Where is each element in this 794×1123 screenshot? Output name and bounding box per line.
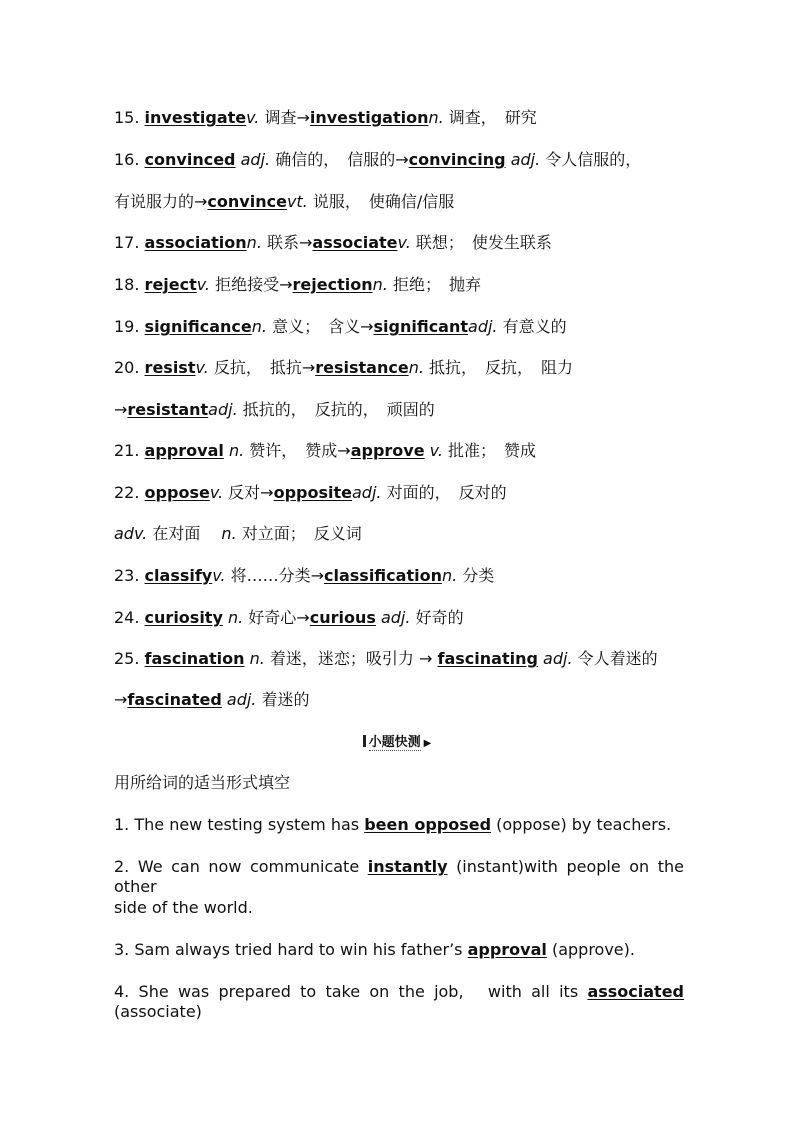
part-of-speech: adj. — [351, 483, 382, 502]
meaning: 将……分类→ — [230, 566, 324, 585]
part-of-speech: v. — [212, 566, 226, 585]
exercise-4 — [114, 982, 684, 1022]
meaning: 拒绝； 抛弃 — [392, 275, 481, 294]
meaning: 好奇心→ — [248, 608, 310, 627]
item-number: 22. — [114, 483, 140, 502]
exercise-text: (associate) — [114, 1002, 202, 1021]
part-of-speech: adj. — [226, 690, 257, 709]
meaning: 调查→ — [264, 108, 310, 127]
vocab-item-23 — [114, 566, 684, 586]
triangle-right-icon: ▶ — [423, 738, 432, 749]
meaning: 着迷的 — [261, 690, 310, 709]
exercise-3 — [114, 940, 684, 960]
meaning: 令人着迷的 — [577, 649, 658, 668]
headword: approval — [144, 441, 224, 460]
meaning: 有意义的 — [502, 317, 567, 336]
item-number: 16. — [114, 150, 140, 169]
headword: resist — [144, 358, 196, 377]
meaning: 分类 — [462, 566, 495, 585]
meaning: 联系→ — [267, 233, 313, 252]
vocab-item-24 — [114, 608, 684, 628]
part-of-speech: adj. — [208, 400, 238, 419]
part-of-speech: n. — [221, 524, 237, 543]
item-number: 20. — [114, 358, 140, 377]
derived-word: associate — [312, 233, 398, 252]
headword: classify — [144, 566, 213, 585]
part-of-speech: adj. — [510, 150, 541, 169]
headword: investigate — [144, 108, 247, 127]
part-of-speech: n. — [228, 441, 245, 460]
meaning: 批准； 赞成 — [448, 441, 537, 460]
part-of-speech: v. — [397, 233, 411, 252]
arrow: → — [114, 690, 128, 709]
meaning: 意义； 含义→ — [272, 317, 374, 336]
meaning: 对立面； 反义词 — [241, 524, 362, 543]
part-of-speech: n. — [408, 358, 424, 377]
item-number: 17. — [114, 233, 140, 252]
vocab-item-16 — [114, 150, 684, 170]
exercise-2-cont — [114, 898, 684, 918]
meaning: 反抗， 抵抗→ — [213, 358, 316, 377]
vocab-item-21 — [114, 441, 684, 461]
meaning: 反对→ — [228, 483, 274, 502]
part-of-speech: n. — [249, 649, 265, 668]
section-title: 小题快测 — [368, 735, 421, 750]
meaning: 对面的， 反对的 — [386, 483, 507, 502]
derived-word: fascinated — [127, 690, 222, 709]
vocab-item-18 — [114, 275, 684, 295]
derived-word: rejection — [292, 275, 373, 294]
part-of-speech: n. — [441, 566, 458, 585]
item-number: 24. — [114, 608, 140, 627]
vocab-item-19 — [114, 317, 684, 337]
meaning: 说服， 使确信/信服 — [312, 192, 455, 211]
meaning: 赞许， 赞成→ — [249, 441, 351, 460]
headword: curiosity — [144, 608, 223, 627]
meaning: 有说服力的→ — [114, 192, 208, 211]
vocab-item-25-cont — [114, 690, 684, 710]
derived-word: resistance — [315, 358, 409, 377]
answer: associated — [587, 982, 684, 1001]
item-number: 18. — [114, 275, 140, 294]
meaning: 联想； 使发生联系 — [415, 233, 552, 252]
part-of-speech: n. — [251, 317, 267, 336]
derived-word: opposite — [273, 483, 352, 502]
meaning: 好奇的 — [415, 608, 464, 627]
part-of-speech: v. — [195, 358, 209, 377]
part-of-speech: n. — [428, 108, 444, 127]
meaning: 令人信服的， — [545, 150, 642, 169]
exercise-text: (instant)with people on the other — [114, 857, 684, 896]
derived-word: convincing — [408, 150, 506, 169]
part-of-speech: adj. — [240, 150, 271, 169]
derived-word: investigation — [309, 108, 429, 127]
exercise-text: (approve). — [546, 940, 635, 959]
meaning: 确信的， 信服的→ — [275, 150, 409, 169]
derived-word: approve — [350, 441, 425, 460]
meaning: 抵抗， 反抗， 阻力 — [429, 358, 574, 377]
part-of-speech: adj. — [468, 317, 498, 336]
answer: approval — [467, 940, 547, 959]
headword: oppose — [144, 483, 210, 502]
exercise-1 — [114, 815, 684, 835]
derived-word: classification — [324, 566, 442, 585]
part-of-speech: v. — [246, 108, 260, 127]
vocab-item-16-cont — [114, 192, 684, 212]
answer: been opposed — [364, 815, 492, 834]
part-of-speech: adj. — [543, 649, 573, 668]
exercise-text: 1. The new testing system has — [114, 815, 365, 834]
part-of-speech: n. — [246, 233, 262, 252]
exercise-text: (oppose) by teachers. — [491, 815, 672, 834]
exercise-text: 3. Sam always tried hard to win his father’s — [114, 940, 468, 959]
exercise-text: 2. We can now communicate — [114, 857, 368, 876]
part-of-speech: v. — [209, 483, 224, 502]
arrow: → — [114, 400, 128, 419]
meaning: 抵抗的， 反抗的， 顽固的 — [242, 400, 435, 419]
section-bar-icon — [363, 735, 366, 747]
vocab-item-20 — [114, 358, 684, 378]
answer: instantly — [367, 857, 448, 876]
part-of-speech: adv. — [114, 524, 148, 543]
headword: convinced — [144, 150, 236, 169]
exercise-2 — [114, 857, 684, 897]
meaning: 拒绝接受→ — [215, 275, 293, 294]
item-number: 23. — [114, 566, 140, 585]
derived-word: curious — [309, 608, 376, 627]
part-of-speech: n. — [227, 608, 244, 627]
vocab-item-20-cont — [114, 400, 684, 420]
headword: significance — [144, 317, 252, 336]
item-number: 25. — [114, 649, 140, 668]
vocab-item-17 — [114, 233, 684, 253]
headword: reject — [144, 275, 197, 294]
part-of-speech: v. — [196, 275, 211, 294]
derived-word: resistant — [127, 400, 209, 419]
part-of-speech: vt. — [286, 192, 308, 211]
headword: association — [144, 233, 247, 252]
derived-word: significant — [373, 317, 469, 336]
section-header — [0, 733, 794, 754]
instruction: 用所给词的适当形式填空 — [114, 773, 291, 792]
part-of-speech: v. — [429, 441, 443, 460]
exercise-text: side of the world. — [114, 898, 253, 917]
derived-word: fascinating — [437, 649, 538, 668]
derived-word: convince — [207, 192, 287, 211]
vocab-item-22-cont — [114, 524, 684, 544]
meaning: 着迷，迷恋；吸引力 → — [269, 649, 433, 668]
meaning: 调查， 研究 — [448, 108, 537, 127]
vocab-item-22 — [114, 483, 684, 503]
vocab-item-15 — [114, 108, 684, 128]
item-number: 19. — [114, 317, 140, 336]
item-number: 15. — [114, 108, 140, 127]
part-of-speech: adj. — [380, 608, 411, 627]
headword: fascination — [144, 649, 245, 668]
meaning: 在对面 — [152, 524, 217, 543]
exercise-text: 4. She was prepared to take on the job, with all its — [114, 982, 588, 1001]
part-of-speech: n. — [372, 275, 388, 294]
vocab-item-25 — [114, 649, 684, 669]
item-number: 21. — [114, 441, 140, 460]
